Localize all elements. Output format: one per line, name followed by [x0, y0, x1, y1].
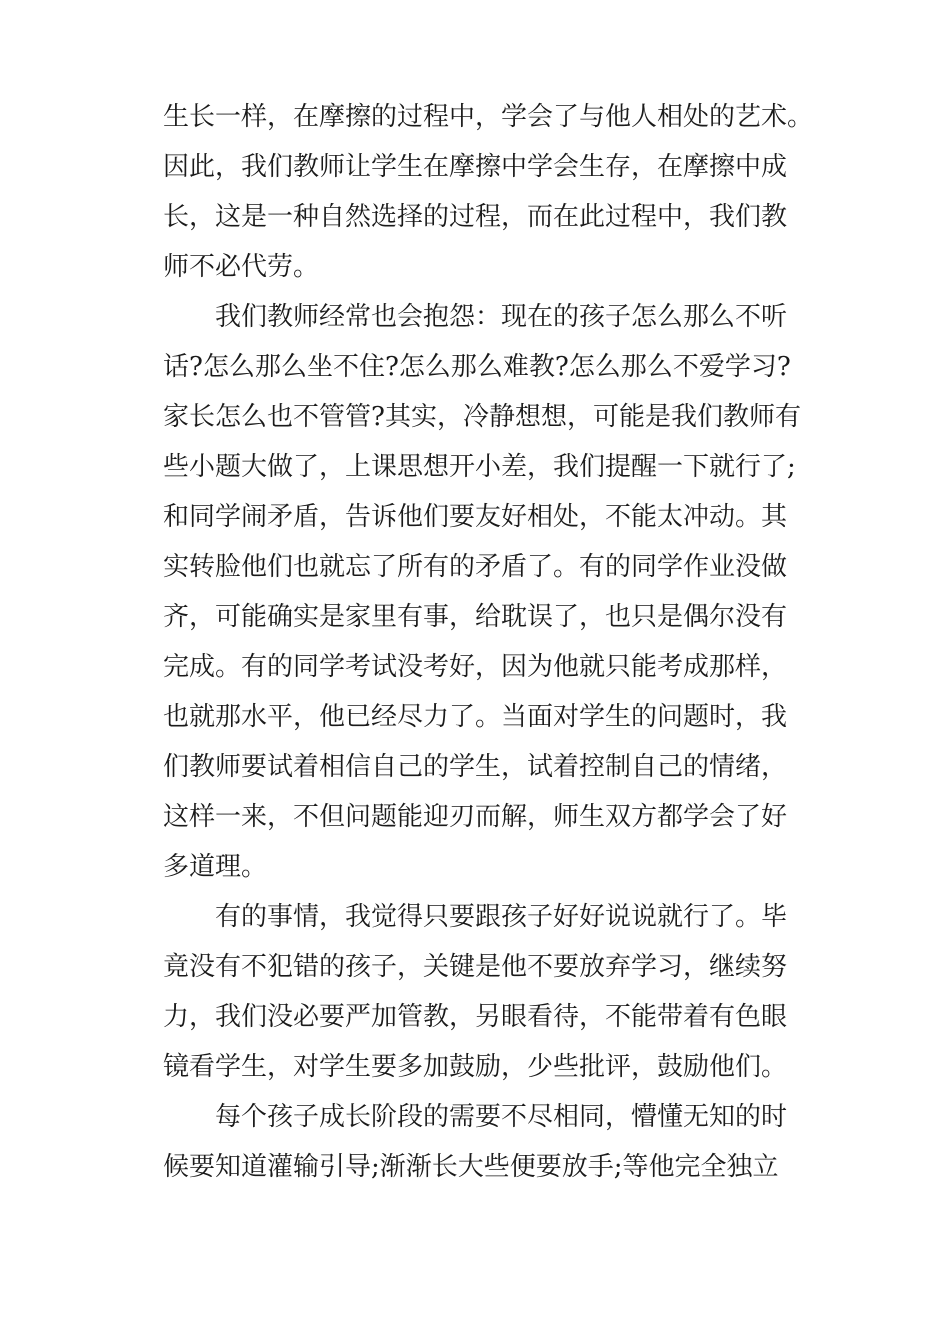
text-line: 候要知道灌输引导;渐渐长大些便要放手;等他完全独立 — [163, 1152, 779, 1182]
paragraph-4 — [163, 1092, 793, 1192]
text-line: 生长一样，在摩擦的过程中，学会了与他人相处的艺术。 — [163, 102, 814, 132]
text-line: 完成。有的同学考试没考好，因为他就只能考成那样， — [163, 652, 788, 682]
text-line: 些小题大做了，上课思想开小差，我们提醒一下就行了; — [163, 452, 796, 482]
text-line: 多道理。 — [163, 852, 268, 882]
text-line: 们教师要试着相信自己的学生，试着控制自己的情绪， — [163, 752, 788, 782]
text-line: 竟没有不犯错的孩子，关键是他不要放弃学习，继续努 — [163, 952, 788, 982]
text-line: 话?怎么那么坐不住?怎么那么难教?怎么那么不爱学习? — [163, 352, 791, 382]
text-line: 我们教师经常也会抱怨：现在的孩子怎么那么不听 — [163, 302, 788, 332]
text-line: 长，这是一种自然选择的过程，而在此过程中，我们教 — [163, 202, 788, 232]
paragraph-2 — [163, 292, 801, 892]
text-line: 实转脸他们也就忘了所有的矛盾了。有的同学作业没做 — [163, 552, 788, 582]
text-line: 因此，我们教师让学生在摩擦中学会生存，在摩擦中成 — [163, 152, 788, 182]
text-line: 有的事情，我觉得只要跟孩子好好说说就行了。毕 — [163, 902, 788, 932]
text-line: 师不必代劳。 — [163, 252, 320, 282]
text-line: 这样一来，不但问题能迎刃而解，师生双方都学会了好 — [163, 802, 788, 832]
text-line: 每个孩子成长阶段的需要不尽相同，懵懂无知的时 — [163, 1102, 788, 1132]
paragraph-3 — [163, 892, 793, 1092]
text-line: 齐，可能确实是家里有事，给耽误了，也只是偶尔没有 — [163, 602, 788, 632]
text-line: 也就那水平，他已经尽力了。当面对学生的问题时，我 — [163, 702, 788, 732]
paragraph-1 — [163, 92, 814, 292]
text-line: 和同学闹矛盾，告诉他们要友好相处，不能太冲动。其 — [163, 502, 788, 532]
text-line: 力，我们没必要严加管教，另眼看待，不能带着有色眼 — [163, 1002, 788, 1032]
text-line: 家长怎么也不管管?其实，冷静想想，可能是我们教师有 — [163, 402, 801, 432]
text-line: 镜看学生，对学生要多加鼓励，少些批评，鼓励他们。 — [163, 1052, 788, 1082]
body-text — [163, 92, 814, 1192]
